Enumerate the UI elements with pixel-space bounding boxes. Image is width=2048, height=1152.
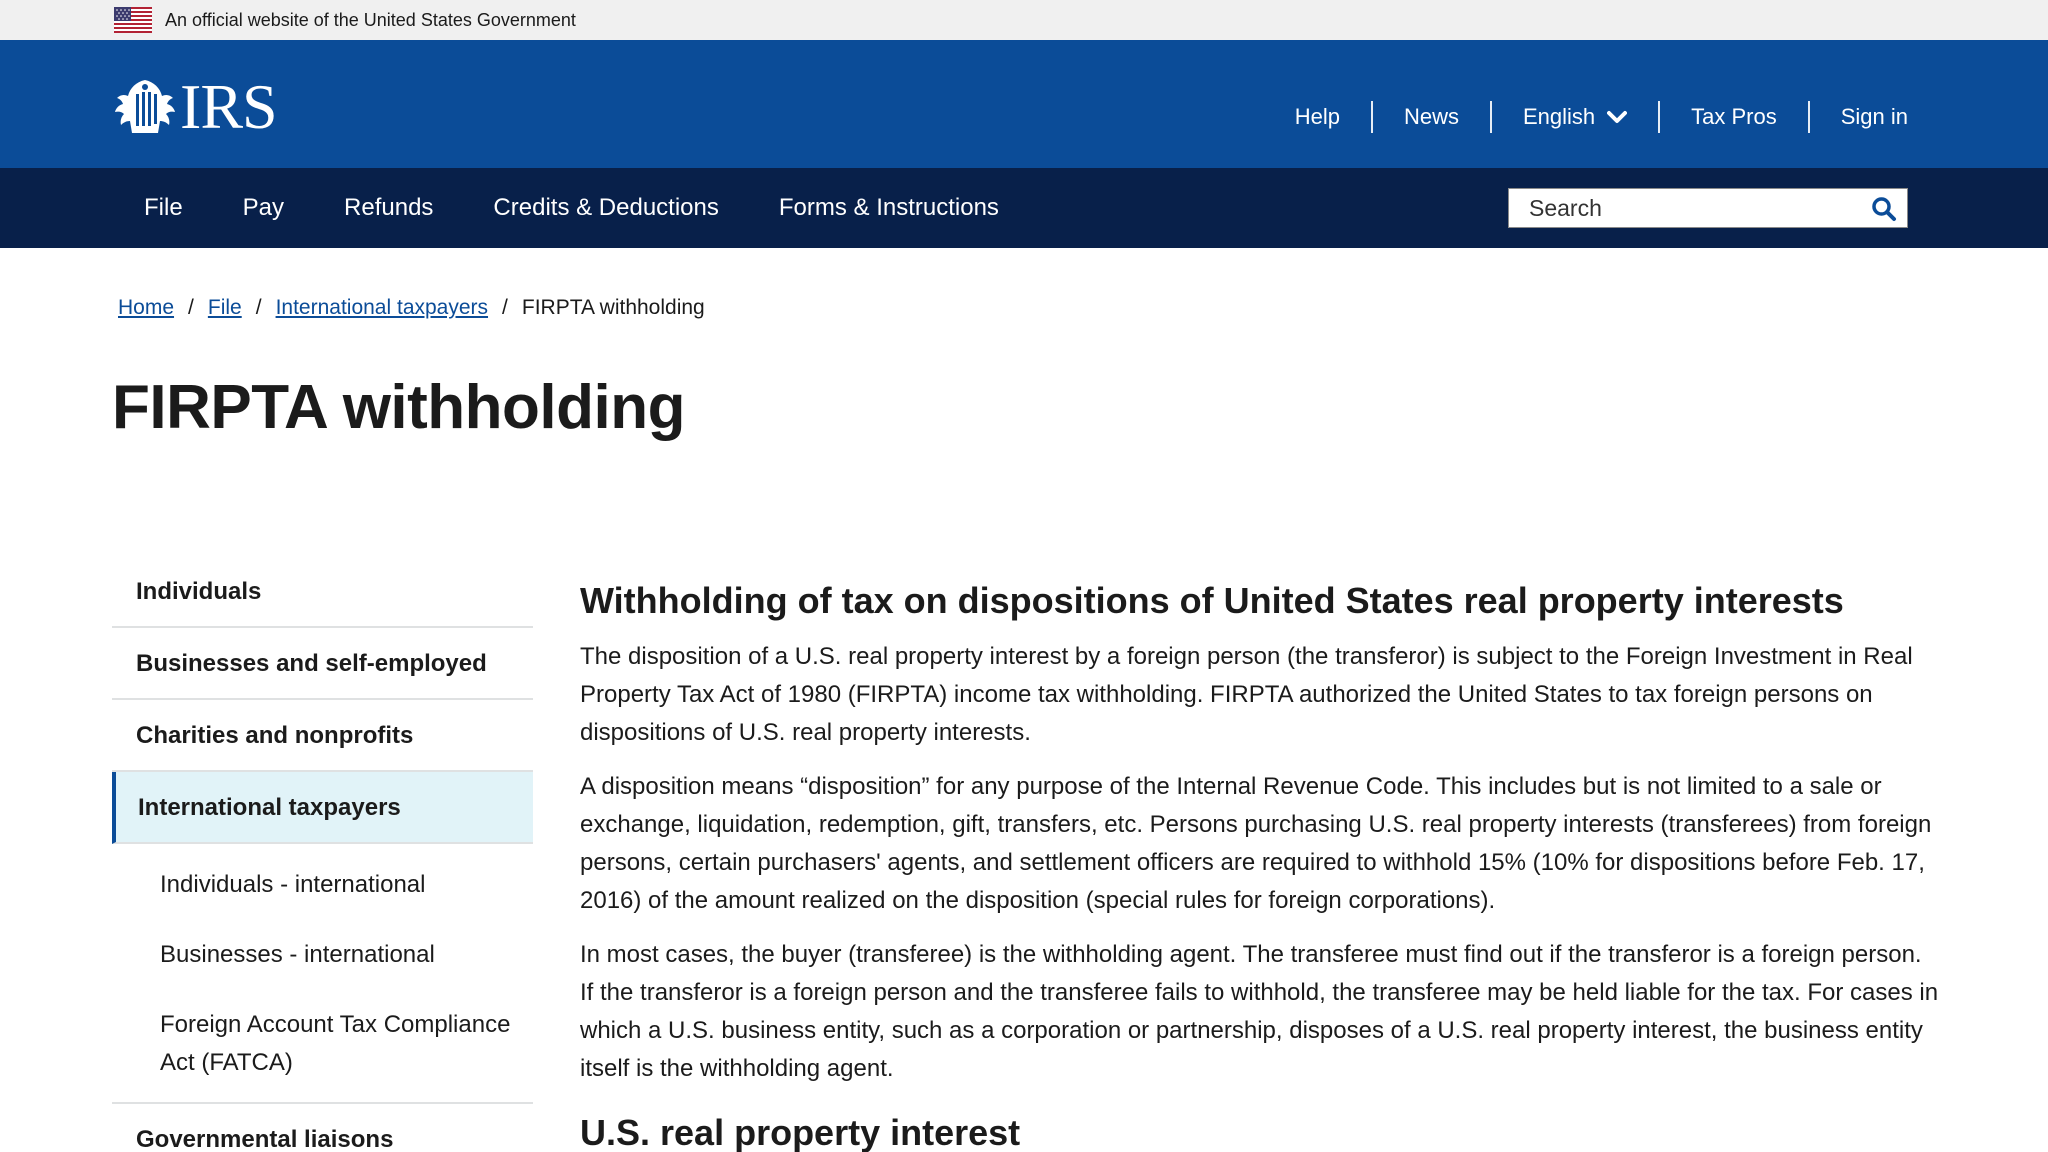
util-divider [1490,101,1492,133]
main-content [580,576,1940,1152]
gov-banner-text: An official website of the United States Government [165,10,576,30]
search-box [1508,188,1908,228]
logo-text: IRS [180,71,277,142]
sidebar-nav [112,556,533,1152]
sidebar-subitem-individuals-international[interactable]: Individuals - international [160,871,426,898]
content-paragraph: In most cases, the buyer (transferee) is the withholding agent. The transferee must find out if the transferor is a foreign person. If the transferor is a foreign person and the transferee fails to withhold, the transferee may be held liable for the tax. For cases in which a U.S. business entity, such as a corporation or partnership, disposes of a U.S. real property interest, the business entity itself is the withholding agent. [580,941,1939,1082]
breadcrumb-separator: / [188,296,194,319]
section-heading: U.S. real property interest [580,1112,1021,1152]
irs-logo[interactable] [114,71,277,142]
breadcrumb-separator: / [502,296,508,319]
util-divider [1658,101,1660,133]
util-taxpros-link[interactable] [1660,100,1808,134]
sidebar-subitems [112,844,533,1104]
content-paragraph: The disposition of a U.S. real property interest by a foreign person (the transferor) is subject to the Foreign Investment in Real Property Tax Act of 1980 (FIRPTA) income tax withholding. FIRPTA authorized the United States to tax foreign persons on dispositions of U.S. real property interests. [580,643,1913,746]
util-news-link[interactable] [1373,100,1490,134]
util-divider [1371,101,1373,133]
util-signin-link[interactable] [1810,100,1908,134]
content-paragraph: A disposition means “disposition” for any purpose of the Internal Revenue Code. This includes but is not limited to a sale or exchange, liquidation, redemption, gift, transfers, etc. Persons purchasing U.S. real property interests (transferees) from foreign persons, certain purchasers' agents, and settlement officers are required to withhold 15% (10% for dispositions before Feb. 17, 2016) of the amount realized on the disposition (special rules for foreign corporations). [580,773,1932,914]
chevron-down-icon [1607,110,1627,124]
sidebar-subitem-businesses-international[interactable]: Businesses - international [160,941,435,968]
nav-file[interactable]: File [144,194,183,221]
breadcrumb-separator: / [255,296,262,319]
site-header [0,40,2048,168]
utility-nav [1264,100,1908,134]
util-signin-label: Sign in [1840,104,1908,129]
search-input[interactable] [1509,189,1859,227]
language-label: English [1522,104,1596,129]
sidebar-subitem-fatca[interactable]: Foreign Account Tax Compliance Act (FATCA) [160,1011,511,1076]
language-dropdown[interactable] [1492,100,1658,134]
util-divider [1808,101,1810,133]
nav-refunds[interactable]: Refunds [344,194,434,221]
nav-credits-deductions[interactable]: Credits & Deductions [493,194,719,221]
us-flag-icon [114,7,152,33]
breadcrumb [118,296,705,320]
irs-eagle-icon [114,78,176,136]
breadcrumb-file[interactable]: File [207,296,242,319]
page-title: FIRPTA withholding [112,373,685,442]
util-help-label: Help [1294,104,1340,129]
sidebar-item-individuals[interactable]: Individuals [112,556,533,628]
sidebar-item-charities[interactable]: Charities and nonprofits [112,700,533,772]
breadcrumb-home[interactable]: Home [118,296,175,319]
section-heading: Withholding of tax on dispositions of United States real property interests [580,580,1844,621]
sidebar-item-international-taxpayers[interactable]: International taxpayers [112,772,533,844]
breadcrumb-current: FIRPTA withholding [521,296,705,319]
nav-forms-instructions[interactable]: Forms & Instructions [778,194,999,221]
util-help-link[interactable] [1264,100,1371,134]
sidebar-item-governmental-liaisons[interactable]: Governmental liaisons [136,1126,394,1152]
util-taxpros-label: Tax Pros [1691,104,1777,129]
gov-banner [0,0,2048,40]
nav-pay[interactable]: Pay [242,194,285,221]
search-icon[interactable] [1871,196,1897,222]
util-news-label: News [1403,104,1459,129]
sidebar-item-businesses[interactable]: Businesses and self-employed [112,628,533,700]
breadcrumb-international-taxpayers[interactable]: International taxpayers [275,296,489,319]
